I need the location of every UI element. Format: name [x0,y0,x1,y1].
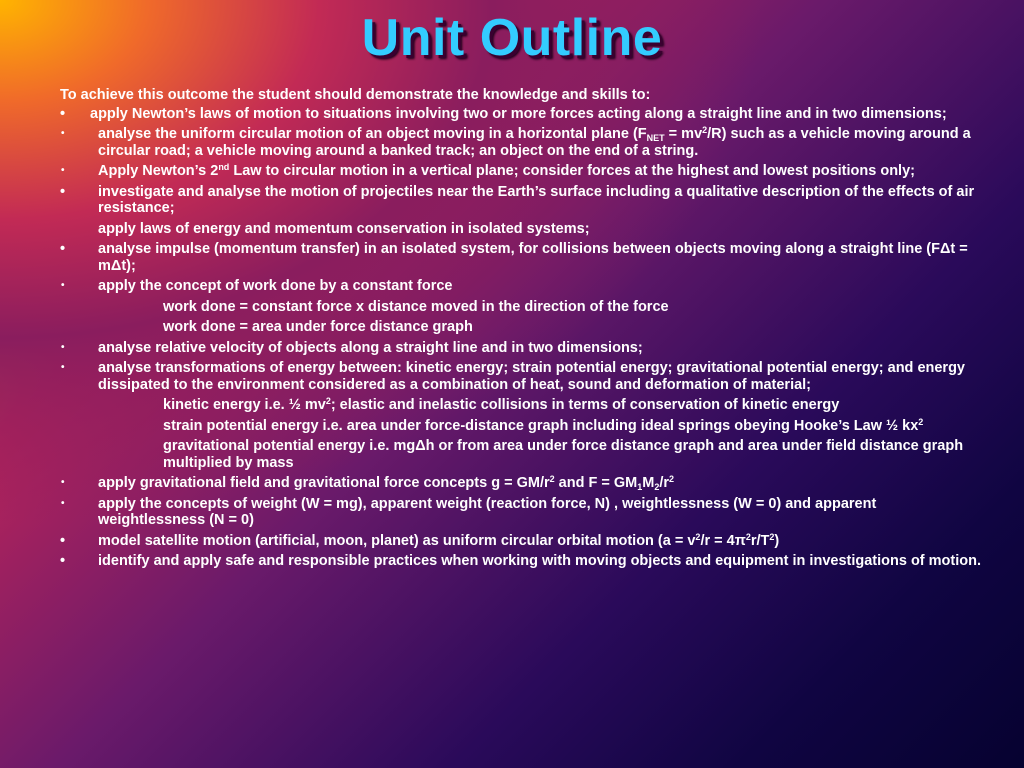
item-text: Apply Newton’s 2 [98,163,219,179]
outline-item [60,126,982,159]
outline-item [60,184,982,217]
item-text: model satellite motion (artificial, moon, planet) as uniform circular orbital motion (a = v [98,532,696,549]
outline-subitem [60,319,982,336]
slide-title: Unit Outline [361,9,663,67]
item-text: r/T [750,532,770,549]
item-text: investigate and analyse the motion of projectiles near the Earth’s surface including a qualitative description of the effects of air resistance; [98,183,975,216]
superscript: 2 [702,125,708,135]
superscript: 2 [669,474,675,484]
superscript: 2 [745,531,751,542]
superscript: 2 [695,531,701,542]
bullet-icon: • [61,128,65,139]
subscript: 1 [637,482,643,492]
item-text: apply Newton’s laws of motion to situations involving two or more forces acting along a straight line and in two dimensions; [90,105,947,122]
bullet-icon: • [60,553,66,569]
outline-subitem [60,299,982,316]
bullet-icon: • [60,241,66,257]
item-text: identify and apply safe and responsible practices when working with moving objects and equipment in investigations of motion. [98,553,982,569]
bullet-icon: • [60,183,66,200]
outline-item [60,221,982,238]
item-text: analyse transformations of energy between: kinetic energy; strain potential energy; gravitational potential energy; and energy dissipated to the environment considered as a combination of heat, sound and deformation of material; [98,360,965,393]
superscript: 2 [325,396,331,406]
item-text: kinetic energy i.e. ½ mv [163,397,326,413]
superscript: 2 [918,416,924,427]
bullet-icon: • [61,280,65,291]
item-text: gravitational potential energy i.e. mgΔh or from area under force distance graph and area under field distance graph multiplied by mass [163,438,964,471]
outline-item [60,106,982,123]
outline-item [60,163,982,180]
item-text: M [642,475,655,491]
item-text: strain potential energy i.e. area under force-distance graph including ideal springs obeying Hooke’s Law ½ kx [163,417,919,434]
outline-item [60,360,982,393]
bullet-icon: • [61,497,65,509]
bullet-icon: • [60,105,66,122]
item-text: ; elastic and inelastic collisions in terms of conservation of kinetic energy [330,397,840,413]
outline-body [60,87,982,574]
outline-item [60,340,982,357]
item-text: ) [774,532,780,549]
outline-subitem [60,397,982,414]
item-text: work done = area under force distance graph [163,319,473,335]
superscript: nd [218,162,230,172]
item-text: apply the concepts of weight (W = mg), apparent weight (reaction force, N) , weightlessness (W = 0) and apparent weightlessness (N = 0) [98,495,877,528]
item-text: analyse the uniform circular motion of an object moving in a horizontal plane (F [98,126,647,142]
item-text: apply gravitational field and gravitational force concepts g = GM/r [98,475,550,491]
outline-item [60,533,982,550]
item-text: /R) such as a vehicle moving around a circular road; a vehicle moving around a banked track; an object on the end of a string. [98,126,971,159]
bullet-icon: • [61,341,65,353]
bullet-icon: • [61,362,65,373]
superscript: 2 [549,474,555,484]
item-text: apply laws of energy and momentum conservation in isolated systems; [98,220,590,237]
item-text: Law to circular motion in a vertical plane; consider forces at the highest and lowest positions only; [229,163,915,179]
outline-subitem [60,418,982,435]
item-text: = mv [664,126,703,142]
item-text: /r = 4π [700,532,746,549]
superscript: 2 [769,531,775,542]
item-text: apply the concept of work done by a constant force [98,278,453,294]
outline-item [60,278,982,295]
item-text: analyse relative velocity of objects along a straight line and in two dimensions; [98,339,643,356]
subscript: NET [646,133,665,143]
bullet-icon: • [61,165,65,176]
subscript: 2 [654,482,660,492]
item-text: /r [659,475,670,491]
outline-subitem [60,438,982,471]
outline-item [60,475,982,492]
item-text: work done = constant force x distance moved in the direction of the force [163,298,669,315]
outline-item [60,241,982,274]
outline-item [60,553,982,570]
intro-text: To achieve this outcome the student should demonstrate the knowledge and skills to: [60,87,651,103]
item-text: analyse impulse (momentum transfer) in an isolated system, for collisions between objects moving along a straight line (FΔt = mΔt); [98,241,968,274]
outline-item [60,496,982,529]
bullet-icon: • [61,477,65,488]
item-text: and F = GM [554,475,638,491]
bullet-icon: • [60,532,66,549]
